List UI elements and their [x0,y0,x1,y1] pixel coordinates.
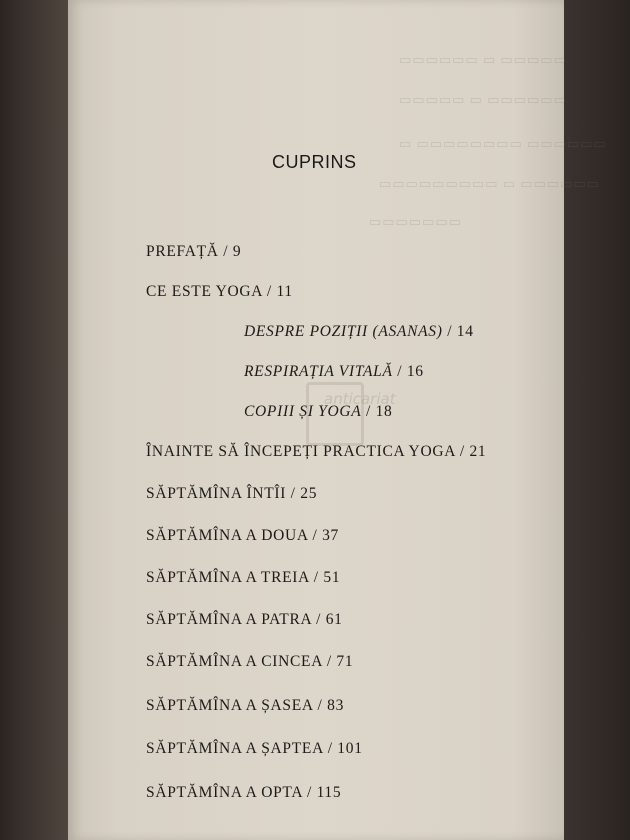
toc-entry-page: 14 [456,323,474,340]
toc-entry-page: 21 [469,443,487,460]
toc-entry-saptamina-a-opta: SĂPTĂMÎNA A OPTA / 115 [146,784,342,801]
toc-entry-page: 18 [375,403,393,420]
toc-entry-label: SĂPTĂMÎNA A CINCEA [146,653,323,670]
show-through-line: ▭▭▭▭▭▭ ▭ ▭▭▭▭▭▭▭▭▭ [378,176,600,191]
toc-entry-saptamina-a-cincea: SĂPTĂMÎNA A CINCEA / 71 [146,653,354,670]
toc-entry-page: 61 [325,611,343,628]
toc-entry-page: 83 [327,697,345,714]
show-through-line: ▭▭▭▭▭▭ ▭ ▭▭▭▭▭ [398,92,566,107]
toc-entry-saptamina-a-sasea: SĂPTĂMÎNA A ȘASEA / 83 [146,697,345,714]
toc-entry-page: 9 [232,243,242,260]
watermark-text: anticariat [324,390,396,408]
toc-entry-label: CE ESTE YOGA [146,283,263,300]
toc-entry-page: 115 [316,784,342,801]
show-through-line: ▭▭▭▭▭▭ ▭▭▭▭▭▭▭▭ ▭ [398,136,606,151]
toc-entry-label: PREFAȚĂ [146,243,219,260]
toc-entry-label: SĂPTĂMÎNA A OPTA [146,784,303,801]
toc-entry-saptamina-intii: SĂPTĂMÎNA ÎNTÎI / 25 [146,485,318,502]
book-right-edge [562,0,630,840]
toc-entry-page: 11 [276,283,293,300]
toc-entry-label: SĂPTĂMÎNA ÎNTÎI [146,485,287,502]
toc-entry-respiratia-vitala: RESPIRAȚIA VITALĂ / 16 [244,363,424,380]
toc-entry-label: SĂPTĂMÎNA A PATRA [146,611,312,628]
toc-entry-ce-este-yoga: CE ESTE YOGA / 11 [146,283,293,300]
toc-entry-label: DESPRE POZIȚII (ASANAS) [244,323,443,340]
toc-entry-page: 101 [337,740,363,757]
toc-entry-prefata: PREFAȚĂ / 9 [146,243,242,260]
toc-entry-label: SĂPTĂMÎNA A ȘASEA [146,697,313,714]
toc-entry-label: SĂPTĂMÎNA A ȘAPTEA [146,740,324,757]
toc-title: CUPRINS [272,152,357,172]
toc-entry-saptamina-a-doua: SĂPTĂMÎNA A DOUA / 37 [146,527,340,544]
toc-entry-inainte: ÎNAINTE SĂ ÎNCEPEȚI PRACTICA YOGA / 21 [146,443,487,460]
toc-entry-despre-pozitii: DESPRE POZIȚII (ASANAS) / 14 [244,323,474,340]
toc-entry-label: SĂPTĂMÎNA A DOUA [146,527,308,544]
toc-entry-page: 37 [322,527,340,544]
toc-entry-saptamina-a-patra: SĂPTĂMÎNA A PATRA / 61 [146,611,343,628]
toc-entry-label: SĂPTĂMÎNA A TREIA [146,569,310,586]
toc-entry-saptamina-a-saptea: SĂPTĂMÎNA A ȘAPTEA / 101 [146,740,363,757]
show-through-line: ▭▭▭▭▭▭▭ [368,214,461,229]
toc-entry-copiii-si-yoga: COPIII ȘI YOGA / 18 [244,403,393,420]
toc-entry-label: COPIII ȘI YOGA [244,403,362,420]
toc-entry-label: RESPIRAȚIA VITALĂ [244,363,393,380]
toc-entry-label: ÎNAINTE SĂ ÎNCEPEȚI PRACTICA YOGA [146,443,456,460]
toc-entry-page: 16 [406,363,424,380]
toc-entry-page: 71 [336,653,354,670]
book-left-edge [0,0,70,840]
toc-entry-page: 25 [300,485,318,502]
toc-entry-saptamina-a-treia: SĂPTĂMÎNA A TREIA / 51 [146,569,341,586]
toc-entry-page: 51 [323,569,341,586]
show-through-line: ▭▭▭▭▭ ▭ ▭▭▭▭▭▭ [398,52,566,67]
